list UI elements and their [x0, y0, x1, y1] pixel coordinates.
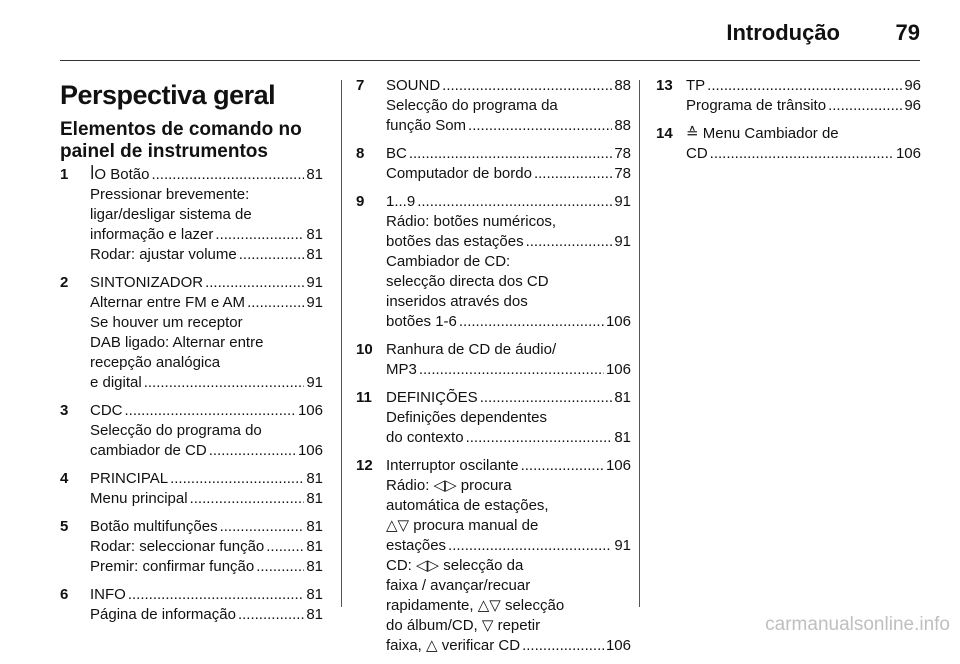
item-text: Selecção do programa da	[386, 97, 558, 114]
item-number: 12	[356, 457, 373, 474]
item-text: ligar/desligar sistema de	[90, 206, 252, 223]
dot-leader	[409, 144, 612, 164]
page-reference[interactable]: 81	[614, 429, 631, 446]
item-line	[386, 536, 631, 556]
item-text: selecção directa dos CD	[386, 273, 549, 290]
entries-col-1	[60, 165, 323, 625]
item-text: Página de informação	[90, 606, 236, 623]
item-line	[386, 496, 631, 516]
page-reference[interactable]: 81	[306, 606, 323, 623]
item-line	[90, 517, 323, 537]
item-line	[386, 576, 631, 596]
section-title: Perspectiva geral	[60, 80, 276, 110]
item-text: função Som	[386, 117, 467, 134]
sub-title-line: painel de instrumentos	[60, 141, 268, 162]
dot-leader	[459, 312, 604, 332]
dot-leader	[256, 557, 304, 577]
item-text: Selecção do programa do	[90, 422, 262, 439]
item-text: ≙ Menu Cambiador de	[686, 125, 839, 142]
item-text: informação e lazer	[90, 226, 214, 243]
page-reference[interactable]: 106	[605, 313, 631, 330]
item-text: CD	[686, 145, 708, 162]
item-line	[90, 469, 323, 489]
item-line	[90, 373, 323, 393]
page-reference[interactable]: 91	[306, 374, 323, 391]
list-item	[356, 76, 631, 136]
dot-leader	[190, 489, 305, 509]
item-line	[90, 401, 323, 421]
page-reference[interactable]: 91	[306, 294, 323, 311]
dot-leader	[205, 273, 304, 293]
item-line	[90, 353, 323, 373]
page-reference[interactable]: 91	[614, 193, 631, 210]
item-number: 9	[356, 193, 365, 210]
item-line	[90, 293, 323, 313]
page-reference[interactable]: 96	[904, 77, 921, 94]
item-line	[90, 165, 323, 185]
item-line	[90, 441, 323, 461]
item-text: Ranhura de CD de áudio/	[386, 341, 557, 358]
dot-leader	[521, 456, 604, 476]
item-line	[686, 76, 921, 96]
item-line	[386, 476, 631, 496]
item-number: 5	[60, 518, 69, 535]
item-number: 2	[60, 274, 69, 291]
page-reference[interactable]: 81	[306, 166, 323, 183]
item-text: SOUND	[386, 77, 441, 94]
item-text: 1...9	[386, 193, 416, 210]
page-reference[interactable]: 81	[306, 518, 323, 535]
item-number: 4	[60, 470, 69, 487]
page-reference[interactable]: 81	[306, 246, 323, 263]
page-reference[interactable]: 106	[895, 145, 921, 162]
dot-leader	[419, 360, 604, 380]
dot-leader	[238, 605, 304, 625]
list-item	[356, 388, 631, 448]
page-reference[interactable]: 106	[605, 637, 631, 654]
item-line	[90, 421, 323, 441]
item-text: Premir: confirmar função	[90, 558, 255, 575]
item-line	[386, 556, 631, 576]
item-text: faixa, △ verificar CD	[386, 637, 521, 654]
item-text: DAB ligado: Alternar entre	[90, 334, 264, 351]
dot-leader	[170, 469, 304, 489]
page-header	[0, 14, 960, 54]
watermark: carmanualsonline.info	[765, 614, 950, 635]
item-line	[386, 596, 631, 616]
item-line	[90, 489, 323, 509]
dot-leader	[468, 116, 612, 136]
page-reference[interactable]: 106	[605, 361, 631, 378]
entries-col-3	[656, 76, 921, 164]
page-reference[interactable]: 88	[614, 117, 631, 134]
item-text: Rádio: botões numéricos,	[386, 213, 557, 230]
column-divider	[341, 80, 342, 607]
item-line	[386, 164, 631, 184]
item-line	[386, 96, 631, 116]
page-number: 79	[895, 20, 920, 45]
page-reference[interactable]: 81	[614, 389, 631, 406]
page-reference[interactable]: 78	[614, 165, 631, 182]
dot-leader	[239, 245, 305, 265]
page-reference[interactable]: 81	[306, 470, 323, 487]
item-text: Rádio: ◁▷ procura	[386, 477, 512, 494]
item-text: botões das estações	[386, 233, 524, 250]
list-item	[60, 273, 323, 393]
item-text: Computador de bordo	[386, 165, 532, 182]
item-line	[90, 185, 323, 205]
item-text: TP	[686, 77, 706, 94]
list-item	[60, 585, 323, 625]
item-line	[90, 605, 323, 625]
item-text: botões 1-6	[386, 313, 457, 330]
item-text: faixa / avançar/recuar	[386, 577, 531, 594]
item-line	[686, 96, 921, 116]
item-line	[386, 312, 631, 332]
item-line	[90, 313, 323, 333]
dot-leader	[128, 585, 304, 605]
item-line	[386, 212, 631, 232]
entries-col-2	[356, 76, 631, 656]
list-item	[60, 401, 323, 461]
item-text: CDC	[90, 402, 123, 419]
column-1	[60, 76, 323, 633]
item-text: automática de estações,	[386, 497, 549, 514]
item-line	[386, 340, 631, 360]
item-line	[90, 273, 323, 293]
list-item	[356, 144, 631, 184]
dot-leader	[480, 388, 613, 408]
item-line	[90, 225, 323, 245]
page-reference[interactable]: 81	[306, 586, 323, 603]
page-reference[interactable]: 91	[614, 233, 631, 250]
item-number: 8	[356, 145, 365, 162]
header-divider	[60, 60, 920, 61]
item-line	[386, 272, 631, 292]
item-text: do álbum/CD, ▽ repetir	[386, 617, 541, 634]
item-text: △▽ procura manual de	[386, 517, 539, 534]
item-line	[386, 456, 631, 476]
list-item	[60, 469, 323, 509]
list-item	[356, 456, 631, 656]
item-text: PRINCIPAL	[90, 470, 169, 487]
list-item	[60, 517, 323, 577]
item-line	[386, 408, 631, 428]
item-number: 13	[656, 77, 673, 94]
page-reference[interactable]: 81	[306, 490, 323, 507]
dot-leader	[151, 165, 304, 185]
item-text: MP3	[386, 361, 417, 378]
item-line	[386, 616, 631, 636]
dot-leader	[710, 144, 894, 164]
item-line	[90, 585, 323, 605]
item-line	[90, 557, 323, 577]
page-header-title: Introdução	[726, 20, 840, 45]
item-number: 1	[60, 166, 69, 183]
item-text: do contexto	[386, 429, 464, 446]
item-text: cambiador de CD	[90, 442, 207, 459]
item-line	[386, 144, 631, 164]
item-text: Interruptor oscilante	[386, 457, 519, 474]
page-reference[interactable]: 81	[306, 538, 323, 555]
item-line	[386, 360, 631, 380]
item-text: Se houver um receptor	[90, 314, 243, 331]
item-text: ꟾO Botão	[90, 166, 150, 183]
item-line	[90, 205, 323, 225]
dot-leader	[442, 76, 612, 96]
page-reference[interactable]: 88	[614, 77, 631, 94]
dot-leader	[466, 428, 613, 448]
item-text: e digital	[90, 374, 142, 391]
column-2	[356, 76, 631, 664]
item-line	[386, 516, 631, 536]
item-text: inseridos através dos	[386, 293, 528, 310]
page-reference[interactable]: 91	[614, 537, 631, 554]
item-text: Programa de trânsito	[686, 97, 827, 114]
dot-leader	[266, 537, 304, 557]
item-line	[90, 333, 323, 353]
item-line	[90, 245, 323, 265]
list-item	[656, 124, 921, 164]
item-number: 14	[656, 125, 673, 142]
item-line	[386, 292, 631, 312]
dot-leader	[707, 76, 902, 96]
item-text: recepção analógica	[90, 354, 221, 371]
page-reference[interactable]: 106	[297, 442, 323, 459]
item-text: INFO	[90, 586, 126, 603]
dot-leader	[215, 225, 304, 245]
sub-title	[60, 119, 323, 163]
item-text: BC	[386, 145, 407, 162]
item-line	[386, 252, 631, 272]
dot-leader	[209, 441, 296, 461]
item-line	[386, 232, 631, 252]
page-reference[interactable]: 91	[306, 274, 323, 291]
item-text: Rodar: ajustar volume	[90, 246, 237, 263]
item-text: Rodar: seleccionar função	[90, 538, 265, 555]
dot-leader	[534, 164, 612, 184]
item-line	[686, 124, 921, 144]
page-reference[interactable]: 106	[605, 457, 631, 474]
dot-leader	[526, 232, 613, 252]
item-line	[90, 537, 323, 557]
item-text: estações	[386, 537, 447, 554]
item-line	[386, 192, 631, 212]
item-text: Menu principal	[90, 490, 188, 507]
sub-title-line: Elementos de comando no	[60, 119, 302, 140]
item-number: 6	[60, 586, 69, 603]
item-text: SINTONIZADOR	[90, 274, 204, 291]
page-reference[interactable]: 96	[904, 97, 921, 114]
item-number: 7	[356, 77, 365, 94]
dot-leader	[144, 373, 305, 393]
dot-leader	[220, 517, 305, 537]
dot-leader	[247, 293, 304, 313]
page-reference[interactable]: 81	[306, 226, 323, 243]
item-number: 3	[60, 402, 69, 419]
item-text: rapidamente, △▽ selecção	[386, 597, 565, 614]
dot-leader	[522, 636, 604, 656]
item-number: 10	[356, 341, 373, 358]
dot-leader	[125, 401, 296, 421]
item-line	[386, 116, 631, 136]
dot-leader	[417, 192, 612, 212]
page-reference[interactable]: 78	[614, 145, 631, 162]
item-text: Pressionar brevemente:	[90, 186, 250, 203]
dot-leader	[828, 96, 902, 116]
column-divider	[639, 80, 640, 607]
item-line	[386, 388, 631, 408]
page-reference[interactable]: 106	[297, 402, 323, 419]
page-reference[interactable]: 81	[306, 558, 323, 575]
item-line	[386, 428, 631, 448]
column-3	[656, 76, 921, 172]
item-text: Botão multifunções	[90, 518, 218, 535]
list-item	[356, 192, 631, 332]
list-item	[656, 76, 921, 116]
item-text: DEFINIÇÕES	[386, 389, 478, 406]
item-line	[386, 636, 631, 656]
dot-leader	[448, 536, 612, 556]
item-line	[686, 144, 921, 164]
item-text: Alternar entre FM e AM	[90, 294, 246, 311]
list-item	[356, 340, 631, 380]
item-number: 11	[356, 389, 372, 406]
item-text: Cambiador de CD:	[386, 253, 511, 270]
item-text: Definições dependentes	[386, 409, 547, 426]
item-line	[386, 76, 631, 96]
item-text: CD: ◁▷ selecção da	[386, 557, 524, 574]
list-item	[60, 165, 323, 265]
